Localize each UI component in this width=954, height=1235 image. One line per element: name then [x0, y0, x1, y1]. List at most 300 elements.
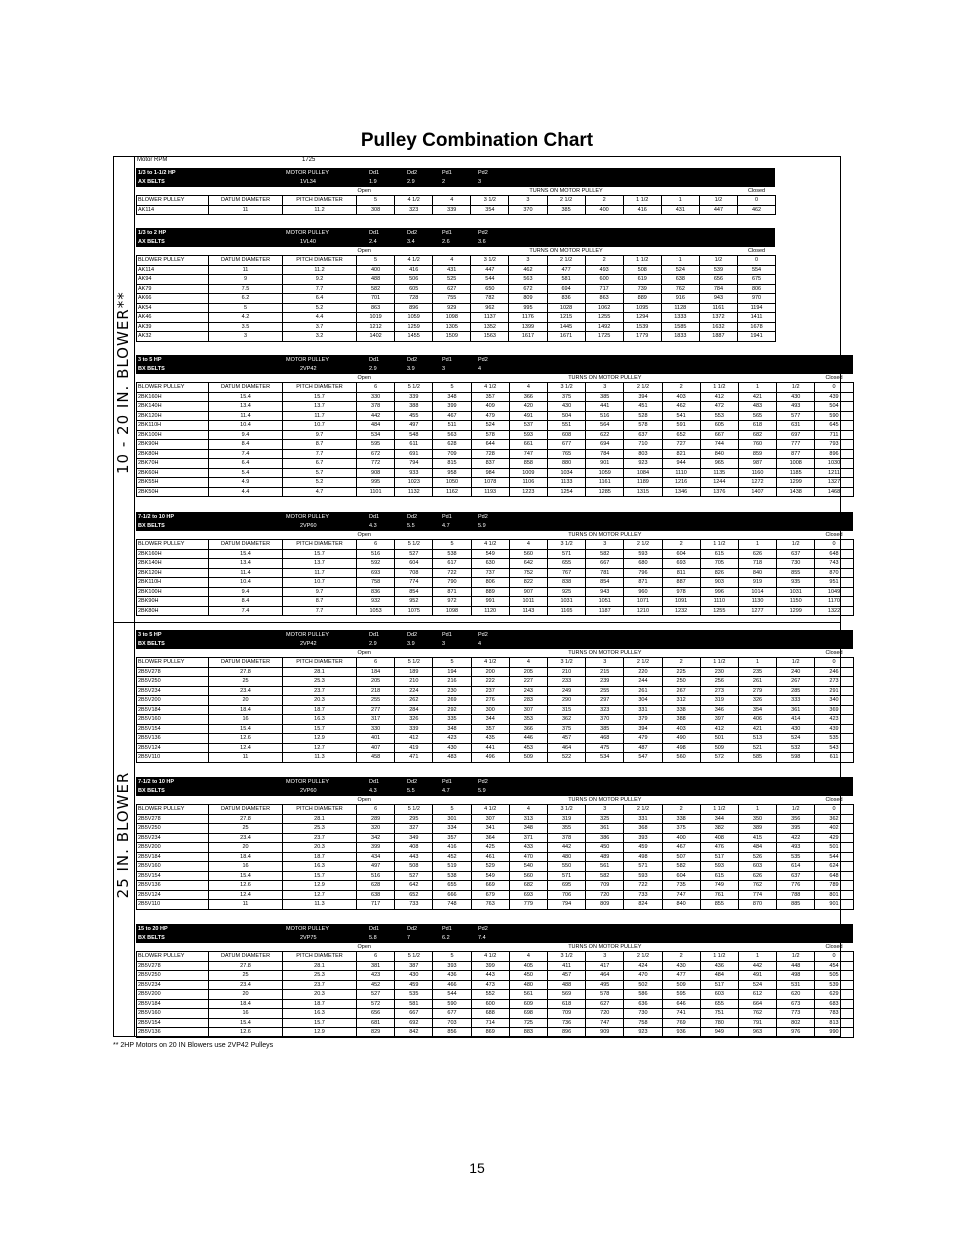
table-cell: 552 — [471, 990, 509, 1000]
table-cell: 429 — [815, 833, 853, 843]
table-cell: 23.7 — [283, 833, 357, 843]
table-cell: 525 — [433, 275, 471, 285]
col-pitch-diameter: PITCH DIAMETER — [283, 805, 357, 815]
table-cell: 769 — [662, 1018, 700, 1028]
table-cell: 480 — [547, 852, 585, 862]
table-cell: 1294 — [623, 313, 661, 323]
table-cell: 581 — [395, 999, 433, 1009]
table-cell: 611 — [395, 440, 433, 450]
table-cell: 680 — [624, 559, 662, 569]
table-cell: 378 — [547, 833, 585, 843]
table-cell: 577 — [777, 411, 815, 421]
table-cell: 331 — [624, 705, 662, 715]
table-row — [137, 597, 854, 607]
table-cell: 16 — [209, 862, 283, 872]
table-cell: 348 — [509, 824, 547, 834]
table-cell: 560 — [509, 871, 547, 881]
table-cell: 984 — [471, 468, 509, 478]
table-cell: 354 — [471, 205, 509, 215]
table-cell: 1285 — [586, 487, 624, 497]
blower-pulley-cell: 2B5V278 — [137, 961, 209, 971]
col-turns: 3 1/2 — [547, 658, 585, 668]
table-cell: 1438 — [777, 487, 815, 497]
col-turns: 3 — [586, 805, 624, 815]
table-cell: 350 — [738, 814, 776, 824]
col-turns: 2 — [662, 658, 700, 668]
table-cell: 1130 — [738, 597, 776, 607]
spacer-cell — [137, 187, 357, 196]
table-cell: 10.4 — [209, 578, 283, 588]
table-cell: 12.6 — [209, 1028, 283, 1038]
pd1-label: Pd1 — [442, 632, 452, 638]
table-cell: 1053 — [357, 606, 395, 616]
table-cell: 923 — [624, 459, 662, 469]
table-cell: 564 — [586, 421, 624, 431]
col-turns: 1 1/2 — [700, 952, 738, 962]
table-cell: 987 — [738, 459, 776, 469]
table-cell: 777 — [777, 440, 815, 450]
table-row — [137, 753, 854, 763]
table-cell: 858 — [509, 459, 547, 469]
table-cell: 267 — [777, 677, 815, 687]
table-cell: 3.7 — [283, 322, 357, 332]
table-cell: 338 — [662, 705, 700, 715]
table-cell: 12.7 — [283, 743, 357, 753]
table-cell: 608 — [547, 430, 585, 440]
table-cell: 25.3 — [283, 677, 357, 687]
table-cell: 1106 — [509, 478, 547, 488]
table-cell: 1031 — [547, 597, 585, 607]
table-cell: 535 — [815, 734, 853, 744]
table-cell: 399 — [357, 843, 395, 853]
pd1-value: 4.7 — [442, 523, 450, 529]
blower-pulley-cell: AK114 — [137, 265, 209, 275]
table-cell: 385 — [547, 205, 585, 215]
table-cell: 951 — [815, 578, 853, 588]
table-cell: 1255 — [585, 313, 623, 323]
col-turns: 4 — [433, 256, 471, 266]
table-cell: 958 — [433, 468, 471, 478]
table-cell: 534 — [586, 753, 624, 763]
pd2-value: 3 — [478, 179, 482, 185]
table-cell: 1110 — [700, 597, 738, 607]
table-cell: 277 — [357, 705, 395, 715]
table-cell: 451 — [624, 402, 662, 412]
table-cell: 672 — [357, 449, 395, 459]
table-cell: 1272 — [738, 478, 776, 488]
table-cell: 617 — [433, 559, 471, 569]
table-cell: 375 — [547, 724, 585, 734]
col-turns: 5 — [433, 383, 471, 393]
table-cell: 434 — [357, 852, 395, 862]
table-cell: 393 — [433, 961, 471, 971]
blower-pulley-cell: AK66 — [137, 294, 209, 304]
column-header-row — [137, 658, 854, 668]
table-cell: 493 — [777, 843, 815, 853]
table-cell: 543 — [815, 743, 853, 753]
table-cell: 682 — [738, 430, 776, 440]
col-turns: 2 — [585, 256, 623, 266]
table-cell: 524 — [738, 980, 776, 990]
table-cell: 300 — [471, 705, 509, 715]
open-label: Open — [357, 247, 395, 256]
table-cell: 1008 — [777, 459, 815, 469]
table-cell: 320 — [357, 824, 395, 834]
table-cell: 595 — [357, 440, 395, 450]
table-cell: 1617 — [509, 332, 547, 342]
col-turns: 5 — [433, 952, 471, 962]
table-cell: 356 — [777, 814, 815, 824]
table-cell: 439 — [815, 724, 853, 734]
table-cell: 194 — [433, 667, 471, 677]
col-turns: 1 1/2 — [623, 256, 661, 266]
blower-pulley-cell: 2BK160H — [137, 549, 209, 559]
table-row — [137, 1028, 854, 1038]
table-cell: 406 — [738, 715, 776, 725]
table-cell: 18.4 — [209, 705, 283, 715]
table-cell: 681 — [357, 1018, 395, 1028]
table-cell: 371 — [509, 833, 547, 843]
blower-pulley-cell: 2BK110H — [137, 578, 209, 588]
table-cell: 283 — [509, 696, 547, 706]
table-cell: 1399 — [509, 322, 547, 332]
table-cell: 547 — [624, 753, 662, 763]
col-turns: 6 — [357, 658, 395, 668]
table-cell: 761 — [700, 890, 738, 900]
col-turns: 1 — [738, 383, 776, 393]
table-cell: 9.2 — [283, 275, 357, 285]
table-cell: 455 — [395, 411, 433, 421]
table-cell: 714 — [471, 1018, 509, 1028]
table-cell: 1011 — [509, 597, 547, 607]
table-cell: 431 — [661, 205, 699, 215]
table-cell: 1133 — [547, 478, 585, 488]
table-cell: 528 — [624, 411, 662, 421]
table-row — [137, 961, 854, 971]
table-cell: 889 — [471, 587, 509, 597]
blower-pulley-cell: 2B5V250 — [137, 971, 209, 981]
table-cell: 457 — [547, 971, 585, 981]
table-cell: 962 — [471, 303, 509, 313]
motor-pulley-label: MOTOR PULLEY — [286, 779, 329, 785]
table-row — [137, 824, 854, 834]
table-cell: 308 — [357, 205, 395, 215]
table-cell: 409 — [471, 402, 509, 412]
belt-type: BX BELTS — [138, 935, 165, 941]
table-cell: 582 — [586, 549, 624, 559]
table-cell: 535 — [777, 852, 815, 862]
table-cell: 8.7 — [283, 597, 357, 607]
table-cell: 824 — [624, 900, 662, 910]
table-cell: 385 — [586, 724, 624, 734]
table-cell: 1132 — [395, 487, 433, 497]
table-cell: 1305 — [433, 322, 471, 332]
table-cell: 430 — [777, 724, 815, 734]
col-turns: 5 — [433, 540, 471, 550]
table-cell: 693 — [357, 568, 395, 578]
col-turns: 3 1/2 — [547, 952, 585, 962]
table-cell: 366 — [509, 724, 547, 734]
table-cell: 581 — [547, 275, 585, 285]
col-turns: 3 — [586, 540, 624, 550]
table-cell: 230 — [700, 667, 738, 677]
pd2-label: Pd2 — [478, 357, 488, 363]
blower-pulley-cell: AK54 — [137, 303, 209, 313]
col-turns: 3 1/2 — [547, 540, 585, 550]
table-cell: 751 — [700, 1009, 738, 1019]
table-cell: 25.3 — [283, 824, 357, 834]
table-cell: 1678 — [737, 322, 775, 332]
column-header-row — [137, 383, 854, 393]
table-cell: 412 — [395, 734, 433, 744]
table-row — [137, 890, 854, 900]
col-turns: 3 — [586, 952, 624, 962]
table-cell: 1779 — [623, 332, 661, 342]
table-row — [137, 734, 854, 744]
table-cell: 842 — [395, 1028, 433, 1038]
table-cell: 506 — [395, 275, 433, 285]
closed-label: Closed — [815, 796, 853, 805]
table-cell: 357 — [471, 392, 509, 402]
table-cell: 11.7 — [283, 568, 357, 578]
table-cell: 605 — [700, 421, 738, 431]
section-header — [136, 228, 775, 247]
motor-pulley-label: MOTOR PULLEY — [286, 357, 329, 363]
table-cell: 15.7 — [283, 724, 357, 734]
table-cell: 697 — [777, 430, 815, 440]
table-cell: 604 — [662, 871, 700, 881]
table-cell: 12.6 — [209, 734, 283, 744]
table-cell: 603 — [738, 862, 776, 872]
table-row — [137, 468, 854, 478]
table-cell: 976 — [777, 1028, 815, 1038]
table-cell: 323 — [586, 705, 624, 715]
belt-type: AX BELTS — [138, 179, 165, 185]
table-row — [137, 814, 854, 824]
table-cell: 8.7 — [283, 440, 357, 450]
blower-pulley-cell: 2B5V250 — [137, 677, 209, 687]
table-cell: 1346 — [662, 487, 700, 497]
side-label-large-blower: 25 IN. BLOWER — [114, 771, 132, 899]
col-turns: 4 1/2 — [471, 540, 509, 550]
table-cell: 430 — [395, 971, 433, 981]
table-cell: 620 — [777, 990, 815, 1000]
col-turns: 1/2 — [777, 383, 815, 393]
table-cell: 626 — [738, 871, 776, 881]
table-cell: 6.7 — [283, 459, 357, 469]
blower-pulley-cell: AK79 — [137, 284, 209, 294]
table-cell: 388 — [395, 402, 433, 412]
belt-type: BX BELTS — [138, 641, 165, 647]
table-cell: 1402 — [357, 332, 395, 342]
dd2-label: Dd2 — [407, 357, 418, 363]
table-cell: 698 — [509, 1009, 547, 1019]
table-row — [137, 667, 854, 677]
table-cell: 412 — [700, 724, 738, 734]
table-cell: 276 — [471, 696, 509, 706]
dd2-label: Dd2 — [407, 779, 418, 785]
turns-caption-row — [137, 531, 854, 540]
col-turns: 5 — [433, 805, 471, 815]
turns-label: TURNS ON MOTOR PULLEY — [395, 649, 815, 658]
table-cell: 1150 — [777, 597, 815, 607]
table-cell: 20.3 — [283, 843, 357, 853]
table-cell: 815 — [433, 459, 471, 469]
table-cell: 349 — [395, 833, 433, 843]
col-turns: 6 — [357, 540, 395, 550]
blower-pulley-cell: 2B5V154 — [137, 871, 209, 881]
table-cell: 883 — [509, 1028, 547, 1038]
table-cell: 1162 — [433, 487, 471, 497]
table-cell: 224 — [395, 686, 433, 696]
table-cell: 448 — [777, 961, 815, 971]
table-cell: 688 — [471, 1009, 509, 1019]
table-cell: 667 — [395, 1009, 433, 1019]
table-cell: 4.7 — [283, 487, 357, 497]
col-turns: 2 1/2 — [624, 540, 662, 550]
table-cell: 590 — [433, 999, 471, 1009]
table-cell: 748 — [433, 900, 471, 910]
pd2-label: Pd2 — [478, 779, 488, 785]
table-cell: 479 — [471, 411, 509, 421]
table-cell: 13.7 — [283, 559, 357, 569]
table-cell: 408 — [700, 833, 738, 843]
pd2-label: Pd2 — [478, 514, 488, 520]
table-cell: 18.4 — [209, 852, 283, 862]
table-cell: 1210 — [624, 606, 662, 616]
table-cell: 15.7 — [283, 1018, 357, 1028]
table-cell: 694 — [547, 284, 585, 294]
table-cell: 821 — [662, 449, 700, 459]
table-cell: 717 — [585, 284, 623, 294]
table-cell: 28.1 — [283, 961, 357, 971]
table-row — [137, 568, 854, 578]
table-cell: 794 — [547, 900, 585, 910]
table-cell: 28.1 — [283, 814, 357, 824]
blower-pulley-cell: 2BK140H — [137, 402, 209, 412]
blower-pulley-cell: 2BK90H — [137, 440, 209, 450]
dd2-value: 3.9 — [407, 366, 415, 372]
table-cell: 727 — [662, 440, 700, 450]
table-cell: 593 — [509, 430, 547, 440]
blower-pulley-cell: 2BK90H — [137, 597, 209, 607]
table-cell: 793 — [815, 440, 853, 450]
col-turns: 1/2 — [699, 256, 737, 266]
belt-type: BX BELTS — [138, 366, 165, 372]
table-cell: 267 — [662, 686, 700, 696]
table-cell: 364 — [471, 833, 509, 843]
table-cell: 735 — [662, 881, 700, 891]
table-cell: 1455 — [395, 332, 433, 342]
col-turns: 4 1/2 — [471, 658, 509, 668]
table-cell: 407 — [357, 743, 395, 753]
table-cell: 464 — [547, 743, 585, 753]
closed-label: Closed — [815, 943, 853, 952]
table-cell: 327 — [395, 824, 433, 834]
table-cell: 1062 — [585, 303, 623, 313]
table-cell: 642 — [509, 559, 547, 569]
table-cell: 381 — [357, 961, 395, 971]
table-cell: 648 — [815, 549, 853, 559]
blower-group-divider — [113, 622, 841, 623]
table-cell: 4.9 — [209, 478, 283, 488]
turns-label: TURNS ON MOTOR PULLEY — [395, 374, 815, 383]
table-cell: 23.7 — [283, 686, 357, 696]
table-cell: 1165 — [547, 606, 585, 616]
table-row — [137, 559, 854, 569]
table-cell: 609 — [509, 999, 547, 1009]
table-cell: 809 — [586, 900, 624, 910]
table-cell: 27.8 — [209, 961, 283, 971]
table-cell: 836 — [357, 587, 395, 597]
table-cell: 728 — [471, 449, 509, 459]
blower-pulley-cell: 2BK60H — [137, 468, 209, 478]
table-cell: 1034 — [547, 468, 585, 478]
table-cell: 483 — [433, 753, 471, 763]
table-cell: 184 — [357, 667, 395, 677]
table-cell: 615 — [700, 871, 738, 881]
table-cell: 706 — [547, 890, 585, 900]
table-cell: 1539 — [623, 322, 661, 332]
col-turns: 1 1/2 — [700, 383, 738, 393]
table-cell: 582 — [662, 862, 700, 872]
col-pitch-diameter: PITCH DIAMETER — [283, 256, 357, 266]
turns-caption-row — [137, 649, 854, 658]
table-cell: 710 — [624, 440, 662, 450]
turns-caption-row — [137, 187, 776, 196]
dd2-label: Dd2 — [407, 230, 418, 236]
table-cell: 1059 — [395, 313, 433, 323]
motor-rpm-value: 1725 — [302, 157, 316, 163]
motor-pulley-model: 2VP42 — [300, 641, 317, 647]
table-cell: 378 — [357, 402, 395, 412]
table-cell: 5.7 — [283, 468, 357, 478]
table-cell: 5.4 — [209, 468, 283, 478]
col-turns: 5 1/2 — [395, 383, 433, 393]
col-blower-pulley: BLOWER PULLEY — [137, 540, 209, 550]
table-cell: 501 — [815, 843, 853, 853]
table-cell: 1407 — [738, 487, 776, 497]
blower-pulley-cell: 2B5V234 — [137, 980, 209, 990]
table-cell: 319 — [547, 814, 585, 824]
section-header — [136, 512, 853, 531]
table-cell: 222 — [471, 677, 509, 687]
table-row — [137, 402, 854, 412]
table-cell: 20.3 — [283, 696, 357, 706]
col-blower-pulley: BLOWER PULLEY — [137, 196, 209, 206]
table-cell: 450 — [586, 843, 624, 853]
dd2-label: Dd2 — [407, 632, 418, 638]
table-cell: 527 — [395, 549, 433, 559]
col-turns: 4 — [433, 196, 471, 206]
table-cell: 357 — [471, 724, 509, 734]
dd1-label: Dd1 — [369, 230, 380, 236]
table-cell: 1833 — [661, 332, 699, 342]
table-cell: 1322 — [815, 606, 853, 616]
table-cell: 490 — [662, 734, 700, 744]
table-cell: 489 — [586, 852, 624, 862]
col-turns: 2 1/2 — [624, 658, 662, 668]
motor-pulley-label: MOTOR PULLEY — [286, 170, 329, 176]
table-cell: 15.7 — [283, 871, 357, 881]
table-cell: 431 — [433, 265, 471, 275]
table-cell: 578 — [586, 990, 624, 1000]
table-cell: 15.4 — [209, 392, 283, 402]
table-cell: 28.1 — [283, 667, 357, 677]
turns-label: TURNS ON MOTOR PULLEY — [395, 187, 738, 196]
table-cell: 779 — [509, 900, 547, 910]
table-cell: 12.4 — [209, 890, 283, 900]
